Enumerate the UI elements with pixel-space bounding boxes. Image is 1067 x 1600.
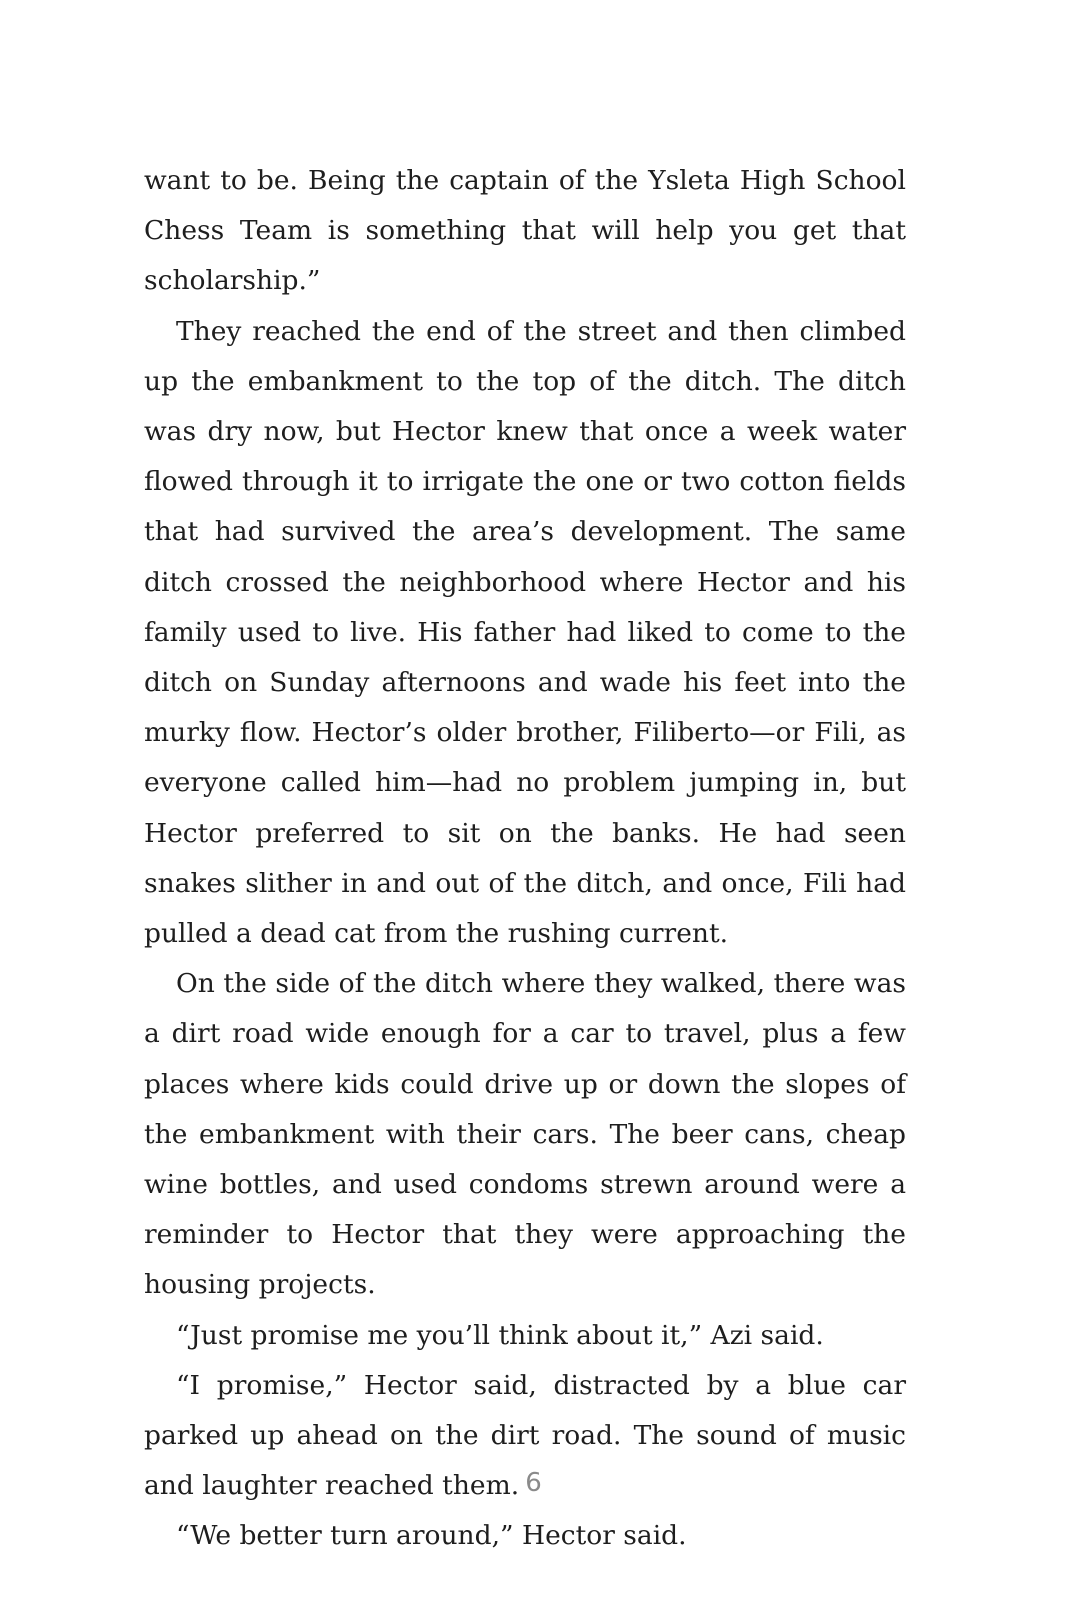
paragraph: On the side of the ditch where they walked, there was a dirt road wide enough for a car to travel, plus a few places where kids could drive up or down the slopes of the embankment with their cars. The beer cans, cheap wine bottles, and used condoms strewn around were a reminder to Hector that they were approaching the housing projects. <box>144 968 906 1301</box>
paragraph: “I promise,” Hector said, distracted by a blue car parked up ahead on the dirt road. The sound of music and laughter reached them. <box>144 1369 906 1502</box>
paragraph: “We better turn around,” Hector said. <box>176 1520 687 1552</box>
paragraph: “Just promise me you’ll think about it,” Azi said. <box>176 1319 824 1351</box>
paragraph: They reached the end of the street and then climbed up the embankment to the top of the ditch. The ditch was dry now, but Hector knew that once a week water flowed through it to irrigate the one or two cotton fields that had survived the area’s development. The same ditch crossed the neighborhood where Hector and his family used to live. His father had liked to come to the ditch on Sunday afternoons and wade his feet into the murky flow. Hector’s older brother, Filiberto—​or Fili, as everyone called him—had no problem jumping in, but Hector preferred to sit on the banks. He had seen snakes slither in and out of the ditch, and once, Fili had pulled a dead cat from the rushing current. <box>144 315 906 950</box>
page-number: 6 <box>525 1468 542 1498</box>
body-text <box>144 156 906 1562</box>
paragraph: want to be. Being the captain of the Ysleta High School Chess Team is something that will help you get that scholarship.” <box>144 165 906 297</box>
